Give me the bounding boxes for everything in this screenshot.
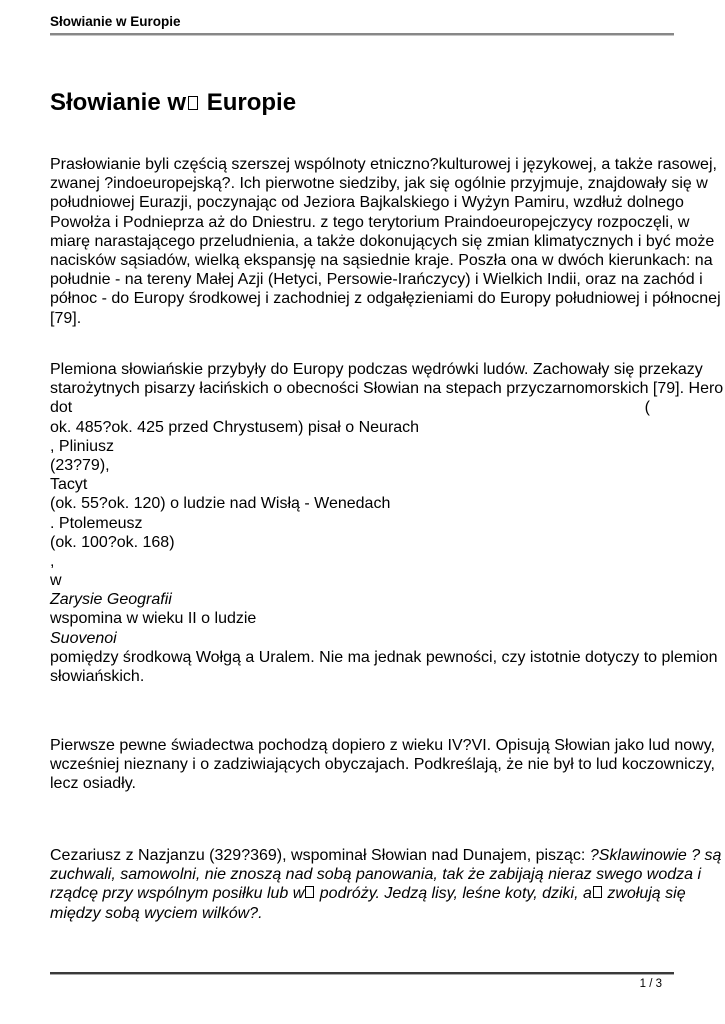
text-line <box>50 571 710 590</box>
text-line <box>50 309 710 328</box>
text-run: [79]. <box>50 309 82 327</box>
italic-text-run: zwołują się <box>602 885 686 903</box>
text-line <box>50 360 710 379</box>
text-line <box>50 884 710 903</box>
page-number: 1 / 3 <box>639 978 662 990</box>
text-line <box>50 846 722 865</box>
text-line <box>50 904 710 923</box>
missing-glyph-box <box>188 96 198 110</box>
text-line <box>50 251 713 270</box>
page-title <box>50 88 296 117</box>
text-line <box>50 774 710 793</box>
paragraph-1 <box>50 155 721 328</box>
italic-text-run: Suovenoi <box>50 629 117 647</box>
italic-text-run: Zarysie Geografii <box>50 591 172 609</box>
text-run: , <box>50 552 55 570</box>
footer-rule <box>50 972 674 975</box>
italic-text-run: rządcę przy wspólnym posiłku lub w <box>50 885 305 903</box>
text-run: Słowianie w <box>50 89 187 116</box>
text-line <box>50 755 715 774</box>
italic-text-run: podróży. Jedzą lisy, leśne koty, dziki, a <box>315 885 592 903</box>
text-line <box>50 552 710 571</box>
italic-text-run: ?Sklawinowie ? są <box>589 847 722 864</box>
text-run: południe - na tereny Małej Azji (Hetyci, Persowie-Irańczycy) i Wielkich Indii, oraz na zachód i <box>50 271 703 289</box>
text-line <box>50 379 724 398</box>
text-line <box>50 609 710 628</box>
missing-glyph-box <box>305 886 314 898</box>
text-line <box>50 213 710 232</box>
header-rule <box>50 33 674 36</box>
text-run: ok. 485?ok. 425 przed Chrystusem) pisał o Neurach <box>50 418 420 436</box>
text-run: . Ptolemeusz <box>50 514 143 532</box>
text-run: ( <box>644 399 650 417</box>
text-line <box>50 418 710 437</box>
text-line <box>50 456 710 475</box>
text-line <box>50 667 710 686</box>
text-run: zwanej ?indoeuropejską?. Ich pierwotne siedziby, jak się ogólnie przyjmuje, znajdowały się w <box>50 175 708 193</box>
text-line <box>50 648 718 667</box>
paragraph-3 <box>50 736 715 794</box>
text-run: (23?79), <box>50 456 110 474</box>
text-run: Tacyt <box>50 476 88 494</box>
text-run: Europie <box>200 89 297 116</box>
text-line <box>50 514 710 533</box>
text-line <box>50 437 710 456</box>
text-run: Powołża i Podnieprza aż do Dniestru. z tego terytorium Praindoeuropejczycy rozpoczęli, w <box>50 213 690 231</box>
paragraph-4 <box>50 846 722 923</box>
text-run: Cezariusz z Nazjanzu (329?369), wspominał Słowian nad Dunajem, pisząc: <box>50 847 590 864</box>
text-run: Prasłowianie byli częścią szerszej wspólnoty etniczno?kulturowej i językowej, a także rasowej, <box>50 156 717 173</box>
text-run: dot <box>50 399 73 417</box>
text-run: miarę narastającego przeludnienia, a także dokonujących się zmian klimatycznych i być może <box>50 232 715 250</box>
italic-text-run: między sobą wyciem wilków?. <box>50 904 263 922</box>
text-run: północ - do Europy środkowej i zachodniej z odgałęzieniami do Europy południowej i północnej <box>50 290 721 308</box>
text-run: wcześniej nieznany i o zadziwiających obyczajach. Podkreślają, że nie był to lud koczowniczy, <box>50 756 715 774</box>
text-run: w <box>50 572 62 590</box>
text-line <box>50 193 710 212</box>
text-line <box>50 475 710 494</box>
text-run: , Pliniusz <box>50 437 115 455</box>
split-text-line <box>50 398 650 417</box>
text-line <box>50 590 710 609</box>
text-line <box>50 270 710 289</box>
text-run: słowiańskich. <box>50 668 145 685</box>
header-title: Słowianie w Europie <box>50 14 181 29</box>
missing-glyph-box <box>593 886 602 898</box>
text-run: Plemiona słowiańskie przybyły do Europy podczas wędrówki ludów. Zachowały się przekazy <box>50 361 703 378</box>
italic-text-run: zuchwali, samowolni, nie znoszą nad sobą panowania, tak że zabijają nieraz swego wodza i <box>50 866 702 884</box>
text-line <box>50 533 710 552</box>
text-run: Pierwsze pewne świadectwa pochodzą dopiero z wieku IV?VI. Opisują Słowian jako lud nowy, <box>50 737 715 754</box>
text-line <box>50 494 710 513</box>
text-run: starożytnych pisarzy łacińskich o obecności Słowian na stepach przyczarnomorskich [79]. Hero <box>50 380 724 398</box>
text-line <box>50 289 721 308</box>
text-line <box>50 865 710 884</box>
text-run: wspomina w wieku II o ludzie <box>50 610 257 628</box>
paragraph-2 <box>50 360 724 686</box>
text-run: (ok. 100?ok. 168) <box>50 533 175 551</box>
text-line <box>50 629 710 648</box>
text-run: nacisków sąsiadów, wielką ekspansję na sąsiednie kraje. Poszła ona w dwóch kierunkach: na <box>50 251 713 269</box>
text-line <box>50 232 715 251</box>
text-run: (ok. 55?ok. 120) o ludzie nad Wisłą - Wenedach <box>50 495 391 513</box>
text-line <box>50 736 715 755</box>
text-line <box>50 174 710 193</box>
text-run: pomiędzy środkową Wołgą a Uralem. Nie ma jednak pewności, czy istotnie dotyczy to plemion <box>50 648 718 666</box>
text-run: lecz osiadły. <box>50 775 136 793</box>
text-run: południowej Eurazji, poczynając od Jeziora Bajkalskiego i Wyżyn Pamiru, wzdłuż dolnego <box>50 194 684 212</box>
text-line <box>50 155 717 174</box>
